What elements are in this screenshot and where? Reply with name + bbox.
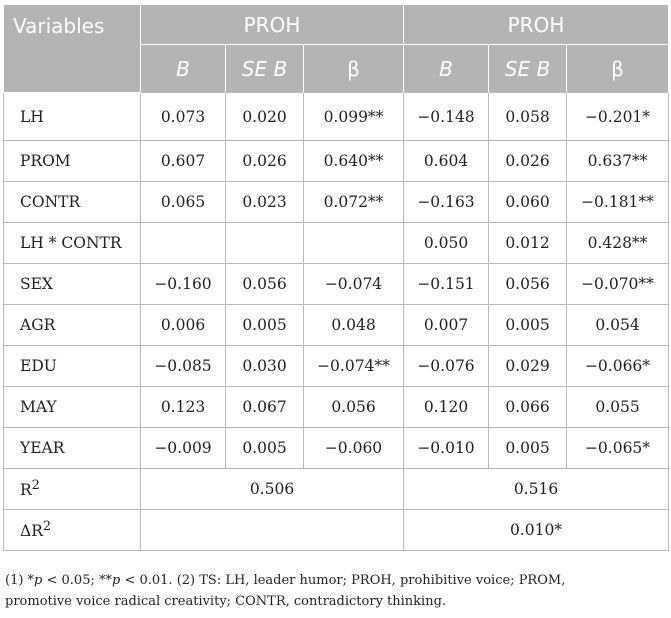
- table-cell: 0.056: [304, 387, 404, 428]
- table-cell: −0.074: [304, 264, 404, 305]
- table-cell: −0.076: [404, 346, 489, 387]
- table-row: [4, 305, 669, 346]
- table-cell: −0.085: [141, 346, 226, 387]
- table-row: [4, 182, 669, 223]
- header-group-2: PROH: [404, 5, 669, 45]
- subheader-beta-1: β: [304, 45, 404, 93]
- footnote-p-symbol: p: [34, 573, 43, 588]
- table-cell: 0.029: [489, 346, 567, 387]
- table-row: [4, 264, 669, 305]
- table-cell: −0.160: [141, 264, 226, 305]
- table-cell: 0.120: [404, 387, 489, 428]
- table-cell: 0.640**: [304, 141, 404, 182]
- table-row: [4, 223, 669, 264]
- r2-superscript: 2: [31, 478, 40, 494]
- subheader-beta-2: β: [567, 45, 669, 93]
- table-cell: −0.010: [404, 428, 489, 469]
- row-label: AGR: [4, 305, 141, 346]
- table-cell: 0.030: [226, 346, 304, 387]
- table-cell: 0.637**: [567, 141, 669, 182]
- delta-r2-value-model-1: [141, 510, 404, 551]
- table-cell: 0.005: [489, 428, 567, 469]
- table-cell: −0.163: [404, 182, 489, 223]
- table-cell: 0.026: [489, 141, 567, 182]
- table-cell: 0.048: [304, 305, 404, 346]
- table-cell: 0.005: [489, 305, 567, 346]
- table-cell: −0.060: [304, 428, 404, 469]
- row-label: PROM: [4, 141, 141, 182]
- table-cell: 0.058: [489, 93, 567, 141]
- table-row: [4, 428, 669, 469]
- subheader-se-b-1: SE B: [226, 45, 304, 93]
- table-cell: [141, 223, 226, 264]
- subheader-b-2: B: [404, 45, 489, 93]
- row-label: YEAR: [4, 428, 141, 469]
- regression-table: [3, 5, 669, 551]
- table-cell: 0.050: [404, 223, 489, 264]
- table-cell: 0.056: [489, 264, 567, 305]
- table-cell: 0.026: [226, 141, 304, 182]
- table-body: [4, 93, 669, 551]
- table-cell: 0.604: [404, 141, 489, 182]
- r2-value-model-1: 0.506: [141, 469, 404, 510]
- table-row-delta-r2: [4, 510, 669, 551]
- table-cell: −0.009: [141, 428, 226, 469]
- row-label: EDU: [4, 346, 141, 387]
- table-cell: 0.065: [141, 182, 226, 223]
- table-cell: −0.151: [404, 264, 489, 305]
- table-cell: 0.020: [226, 93, 304, 141]
- table-row: [4, 346, 669, 387]
- table-cell: 0.005: [226, 428, 304, 469]
- table-cell: 0.428**: [567, 223, 669, 264]
- row-label-delta-r2: [4, 510, 141, 551]
- row-label-r2: [4, 469, 141, 510]
- table-cell: 0.073: [141, 93, 226, 141]
- footnote-text: < 0.05; **: [42, 573, 112, 588]
- table-cell: 0.060: [489, 182, 567, 223]
- delta-r2-label: ΔR: [20, 522, 43, 541]
- table-cell: [226, 223, 304, 264]
- table-cell: 0.066: [489, 387, 567, 428]
- footnote-text: < 0.01. (2) TS: LH, leader humor; PROH, prohibitive voice; PROM,: [120, 573, 566, 588]
- table-row-r2: [4, 469, 669, 510]
- row-label: LH * CONTR: [4, 223, 141, 264]
- table-cell: −0.070**: [567, 264, 669, 305]
- table-row: [4, 141, 669, 182]
- delta-r2-superscript: 2: [42, 519, 52, 535]
- table-cell: −0.181**: [567, 182, 669, 223]
- footnote-line-1: [5, 570, 667, 591]
- r2-value-model-2: 0.516: [404, 469, 669, 510]
- table-cell: −0.065*: [567, 428, 669, 469]
- row-label: LH: [4, 93, 141, 141]
- row-label: CONTR: [4, 182, 141, 223]
- row-label: MAY: [4, 387, 141, 428]
- header-variables: Variables: [4, 5, 141, 93]
- table-row: [4, 387, 669, 428]
- table-cell: 0.607: [141, 141, 226, 182]
- table-cell: 0.055: [567, 387, 669, 428]
- footnote-text: (1) *: [5, 573, 35, 588]
- table-cell: 0.006: [141, 305, 226, 346]
- table-cell: 0.005: [226, 305, 304, 346]
- delta-r2-value-model-2: 0.010*: [404, 510, 669, 551]
- table-cell: 0.099**: [304, 93, 404, 141]
- table-cell: −0.074**: [304, 346, 404, 387]
- table-footnotes: [5, 570, 667, 612]
- table-header: [4, 5, 669, 93]
- header-group-1: PROH: [141, 5, 404, 45]
- table-cell: −0.066*: [567, 346, 669, 387]
- results-table-container: [3, 5, 668, 551]
- table-cell: 0.023: [226, 182, 304, 223]
- table-cell: 0.012: [489, 223, 567, 264]
- table-cell: 0.123: [141, 387, 226, 428]
- table-cell: 0.067: [226, 387, 304, 428]
- table-cell: 0.072**: [304, 182, 404, 223]
- table-cell: −0.201*: [567, 93, 669, 141]
- table-cell: [304, 223, 404, 264]
- footnote-line-2: promotive voice radical creativity; CONTR, contradictory thinking.: [5, 594, 447, 609]
- subheader-se-b-2: SE B: [489, 45, 567, 93]
- subheader-b-1: B: [141, 45, 226, 93]
- table-row: [4, 93, 669, 141]
- footnote-p-symbol: p: [112, 573, 121, 588]
- table-cell: 0.056: [226, 264, 304, 305]
- table-cell: −0.148: [404, 93, 489, 141]
- table-cell: 0.054: [567, 305, 669, 346]
- table-cell: 0.007: [404, 305, 489, 346]
- row-label: SEX: [4, 264, 141, 305]
- r2-label: R: [20, 481, 32, 500]
